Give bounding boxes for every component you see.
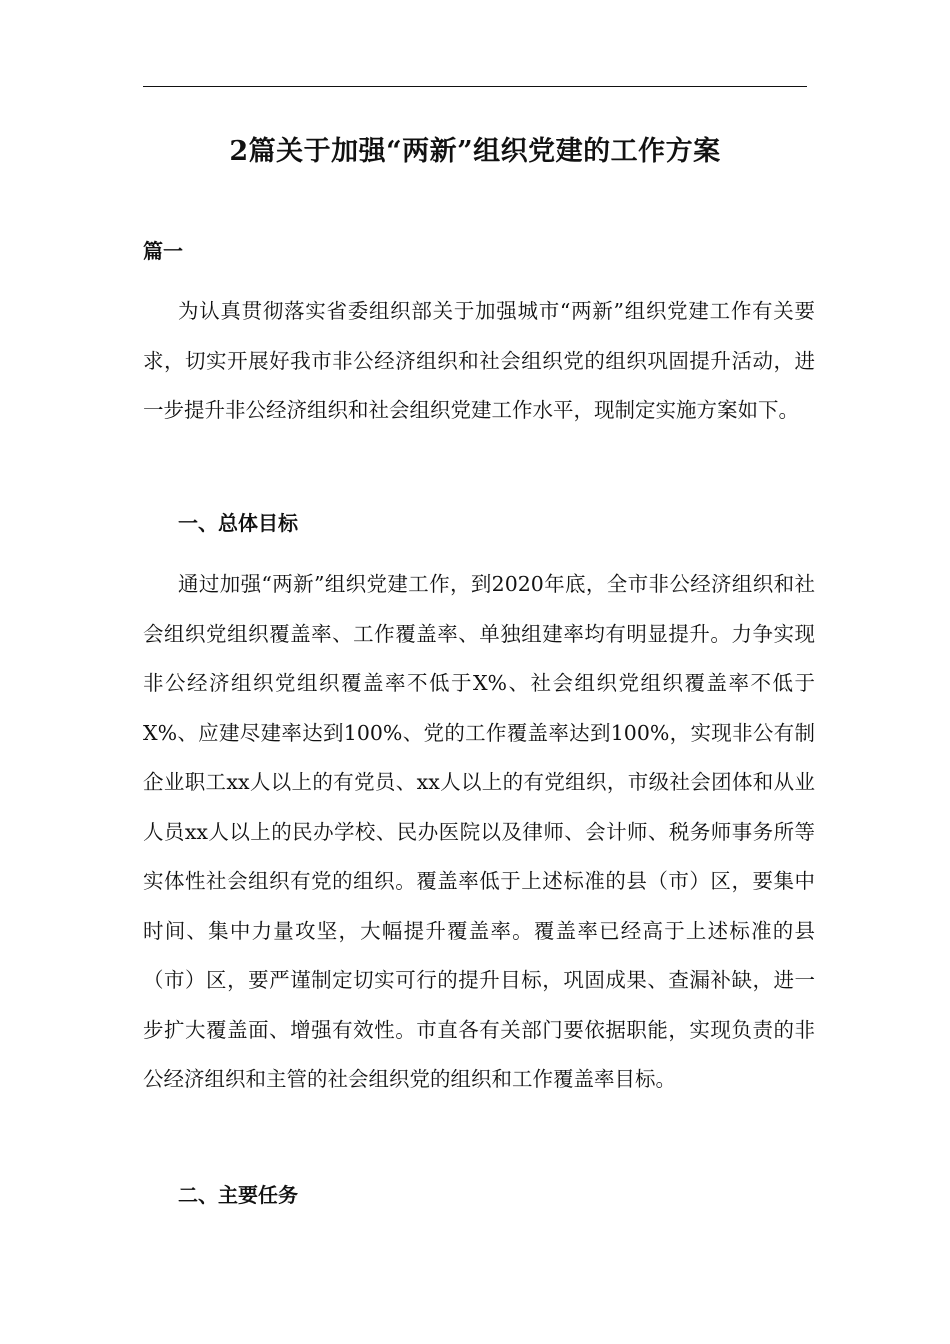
goal-paragraph: 通过加强“两新”组织党建工作，到2020年底，全市非公经济组织和社会组织党组织覆盖率、工作覆盖率、单独组建率均有明显提升。力争实现非公经济组织党组织覆盖率不低于X%、社会组织党组织覆盖率不低于X%、应建尽建率达到100%、党的工作覆盖率达到100%，实现非公有制企业职工xx人以上的有党员、xx人以上的有党组织，市级社会团体和从业人员xx人以上的民办学校、民办医院以及律师、会计师、税务师事务所等实体性社会组织有党的组织。覆盖率低于上述标准的县（市）区，要集中时间、集中力量攻坚，大幅提升覆盖率。覆盖率已经高于上述标准的县（市）区，要严谨制定切实可行的提升目标，巩固成果、查漏补缺，进一步扩大覆盖面、增强有效性。市直各有关部门要依据职能，实现负责的非公经济组织和主管的社会组织党的组织和工作覆盖率目标。: [143, 572, 815, 1091]
heading-overall-goal: 一、总体目标: [178, 511, 298, 535]
header-rule: [143, 86, 807, 87]
section-label: 篇一: [143, 239, 183, 263]
document-title: 2篇关于加强“两新”组织党建的工作方案: [229, 136, 721, 167]
heading-main-tasks: 二、主要任务: [178, 1183, 298, 1207]
intro-paragraph: 为认真贯彻落实省委组织部关于加强城市“两新”组织党建工作有关要求，切实开展好我市非公经济组织和社会组织党的组织巩固提升活动，进一步提升非公经济组织和社会组织党建工作水平，现制定实施方案如下。: [143, 299, 815, 422]
